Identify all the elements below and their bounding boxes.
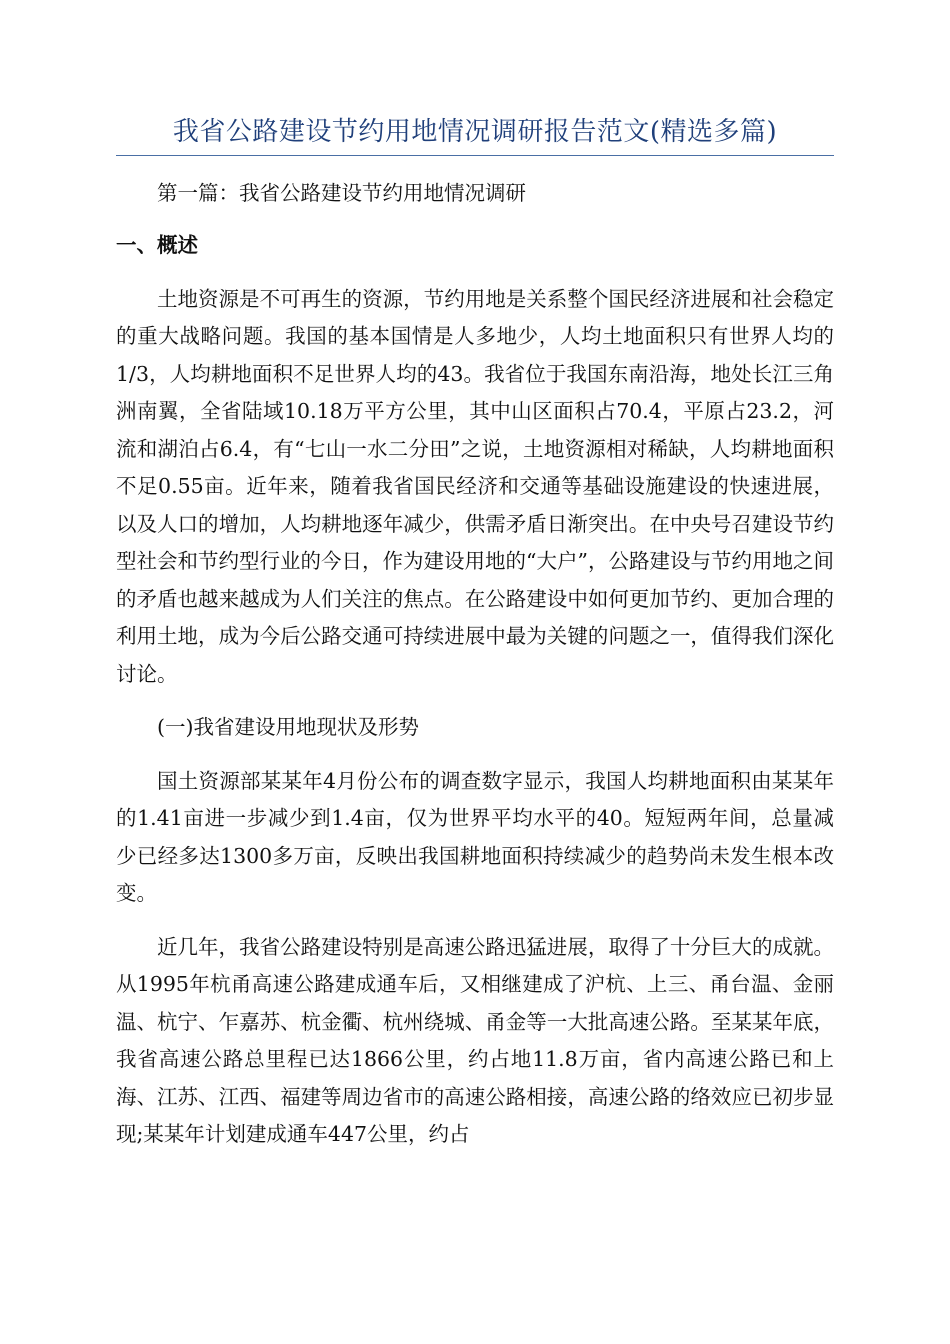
document-body [116, 175, 834, 1154]
subsection-heading: (一)我省建设用地现状及形势 [157, 715, 419, 739]
title-underline [116, 155, 834, 156]
body-paragraph: 土地资源是不可再生的资源，节约用地是关系整个国民经济进展和社会稳定的重大战略问题。我国的基本国情是人多地少，人均土地面积只有世界人均的1/3，人均耕地面积不足世界人均的43。我省位于我国东南沿海，地处长江三角洲南翼，全省陆域10.18万平方公里，其中山区面积占70.4，平原占23.2，河流和湖泊占6.4，有“七山一水二分田”之说，土地资源相对稀缺，人均耕地面积不足0.55亩。近年来，随着我省国民经济和交通等基础设施建设的快速进展，以及人口的增加，人均耕地逐年减少，供需矛盾日渐突出。在中央号召建设节约型社会和节约型行业的今日，作为建设用地的“大户”，公路建设与节约用地之间的矛盾也越来越成为人们关注的焦点。在公路建设中如何更加节约、更加合理的利用土地，成为今后公路交通可持续进展中最为关键的问题之一，值得我们深化讨论。 [116, 286, 834, 686]
section-heading: 一、概述 [116, 232, 198, 257]
document-title: 我省公路建设节约用地情况调研报告范文(精选多篇) [172, 117, 778, 147]
body-paragraph: 近几年，我省公路建设特别是高速公路迅猛进展，取得了十分巨大的成就。从1995年杭甬高速公路建成通车后，又相继建成了沪杭、上三、甬台温、金丽温、杭宁、乍嘉苏、杭金衢、杭州绕城、甬金等一大批高速公路。至某某年底，我省高速公路总里程已达1866公里，约占地11.8万亩，省内高速公路已和上海、江苏、江西、福建等周边省市的高速公路相接，高速公路的络效应已初步显现;某某年计划建成通车447公里，约占 [116, 934, 834, 1146]
chapter-heading: 第一篇：我省公路建设节约用地情况调研 [157, 181, 526, 205]
body-paragraph: 国土资源部某某年4月份公布的调查数字显示，我国人均耕地面积由某某年的1.41亩进一步减少到1.4亩，仅为世界平均水平的40。短短两年间，总量减少已经多达1300多万亩，反映出我国耕地面积持续减少的趋势尚未发生根本改变。 [116, 768, 834, 905]
